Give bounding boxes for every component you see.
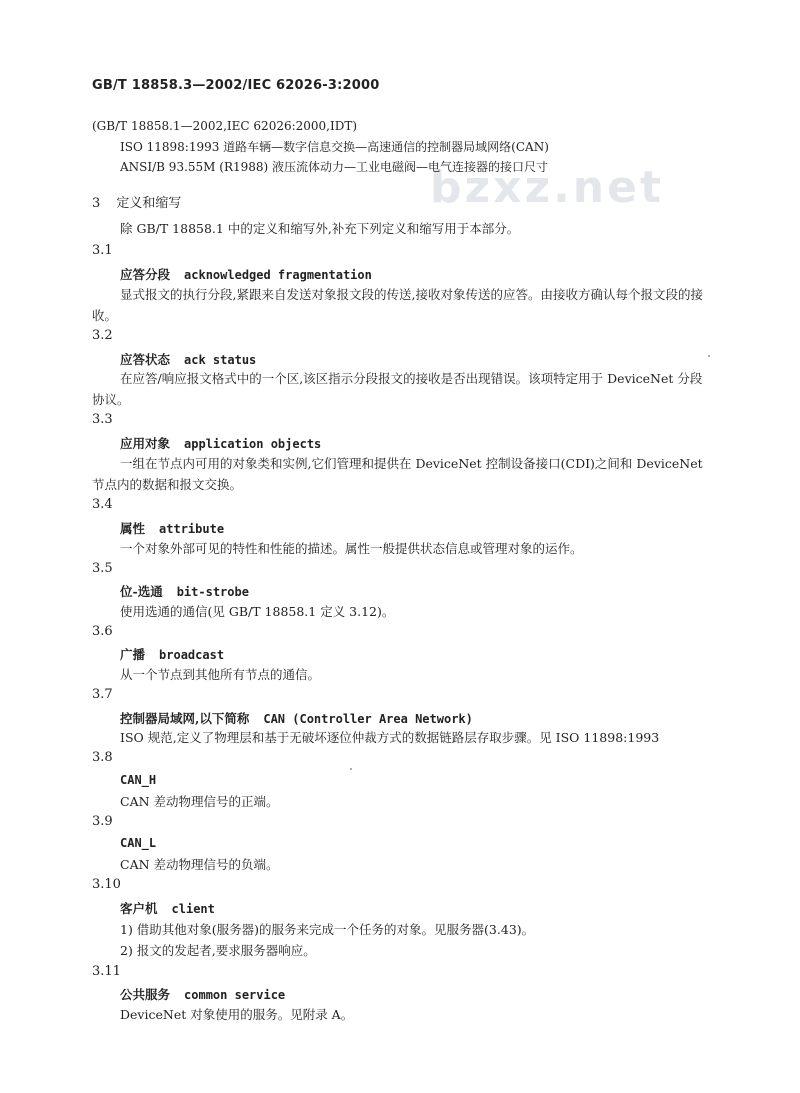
scan-speck <box>708 355 710 357</box>
reference-line: (GB/T 18858.1—2002,IEC 62026:2000,IDT) <box>92 119 358 133</box>
term-cn: 客户机 <box>120 901 158 916</box>
term-heading <box>120 772 156 787</box>
term-en: common service <box>184 988 286 1002</box>
term-heading <box>120 985 285 1003</box>
reference-line: ANSI/B 93.55M (R1988) 液压流体动力—工业电磁阀—电气连接器的接口尺寸 <box>120 160 549 174</box>
term-definition-item: 1) 借助其他对象(服务器)的服务来完成一个任务的对象。见服务器(3.43)。 <box>120 922 535 937</box>
term-en: CAN (Controller Area Network) <box>263 712 473 726</box>
term-number: 3.3 <box>92 412 113 427</box>
term-definition: 一组在节点内可用的对象类和实例,它们管理和提供在 DeviceNet 控制设备接口(CDI)之间和 DeviceNet 节点内的数据和报文交换。 <box>92 456 703 492</box>
term-en: application objects <box>184 437 322 451</box>
term-definition: ISO 规范,定义了物理层和基于无破坏逐位仲裁方式的数据链路层存取步骤。见 ISO 11898:1993 <box>120 730 660 745</box>
term-definition: 在应答/响应报文格式中的一个区,该区指示分段报文的接收是否出现错误。该项特定用于 DeviceNet 分段协议。 <box>92 371 703 407</box>
term-number: 3.10 <box>92 877 121 892</box>
term-cn: 位-选通 <box>120 584 163 599</box>
scan-speck <box>350 768 352 770</box>
term-heading <box>120 899 215 917</box>
term-definition: 使用选通的通信(见 GB/T 18858.1 定义 3.12)。 <box>120 604 395 619</box>
term-number: 3.2 <box>92 328 113 343</box>
term-definition: 显式报文的执行分段,紧跟来自发送对象报文段的传送,接收对象传送的应答。由接收方确认每个报文段的接收。 <box>92 287 703 323</box>
reference-line: ISO 11898:1993 道路车辆—数字信息交换—高速通信的控制器局域网络(CAN) <box>120 140 549 154</box>
term-cn: 广播 <box>120 647 146 662</box>
term-en: CAN_H <box>120 773 157 787</box>
term-heading <box>120 265 372 283</box>
term-cn: 应答分段 <box>120 267 171 282</box>
term-cn: 控制器局域网,以下简称 <box>120 711 250 726</box>
term-definition: 从一个节点到其他所有节点的通信。 <box>120 667 321 682</box>
section-title: 定义和缩写 <box>116 196 182 211</box>
term-heading <box>120 835 156 850</box>
term-cn: 应用对象 <box>120 436 171 451</box>
term-heading <box>120 582 249 600</box>
section-number: 3 <box>92 196 101 211</box>
term-definition-item: 2) 报文的发起者,要求服务器响应。 <box>120 943 316 958</box>
term-cn: 应答状态 <box>120 352 171 367</box>
term-en: ack status <box>184 353 257 367</box>
term-en: bit-strobe <box>176 585 249 599</box>
term-number: 3.7 <box>92 687 113 702</box>
term-number: 3.8 <box>92 750 113 765</box>
term-definition: 一个对象外部可见的特性和性能的描述。属性一般提供状态信息或管理对象的运作。 <box>120 541 583 556</box>
term-heading <box>120 350 256 368</box>
term-heading <box>120 645 224 663</box>
section-heading <box>92 192 181 211</box>
term-en: broadcast <box>159 648 225 662</box>
term-number: 3.1 <box>92 243 113 258</box>
term-heading <box>120 434 321 452</box>
watermark: bzxz.net <box>430 162 665 213</box>
term-number: 3.4 <box>92 497 113 512</box>
term-definition: CAN 差动物理信号的负端。 <box>120 857 279 872</box>
term-en: attribute <box>159 522 225 536</box>
term-en: acknowledged fragmentation <box>184 268 372 282</box>
term-cn: 公共服务 <box>120 987 171 1002</box>
standard-header: GB/T 18858.3—2002/IEC 62026-3:2000 <box>92 78 380 93</box>
term-heading <box>120 519 224 537</box>
term-number: 3.6 <box>92 624 113 639</box>
term-number: 3.11 <box>92 964 121 979</box>
section-intro: 除 GB/T 18858.1 中的定义和缩写外,补充下列定义和缩写用于本部分。 <box>120 221 520 236</box>
term-cn: 属性 <box>120 521 146 536</box>
term-number: 3.9 <box>92 814 113 829</box>
term-definition: CAN 差动物理信号的正端。 <box>120 794 279 809</box>
term-number: 3.5 <box>92 561 113 576</box>
term-en: client <box>171 902 215 916</box>
term-definition: DeviceNet 对象使用的服务。见附录 A。 <box>120 1007 354 1022</box>
term-heading <box>120 709 473 727</box>
term-en: CAN_L <box>120 836 157 850</box>
